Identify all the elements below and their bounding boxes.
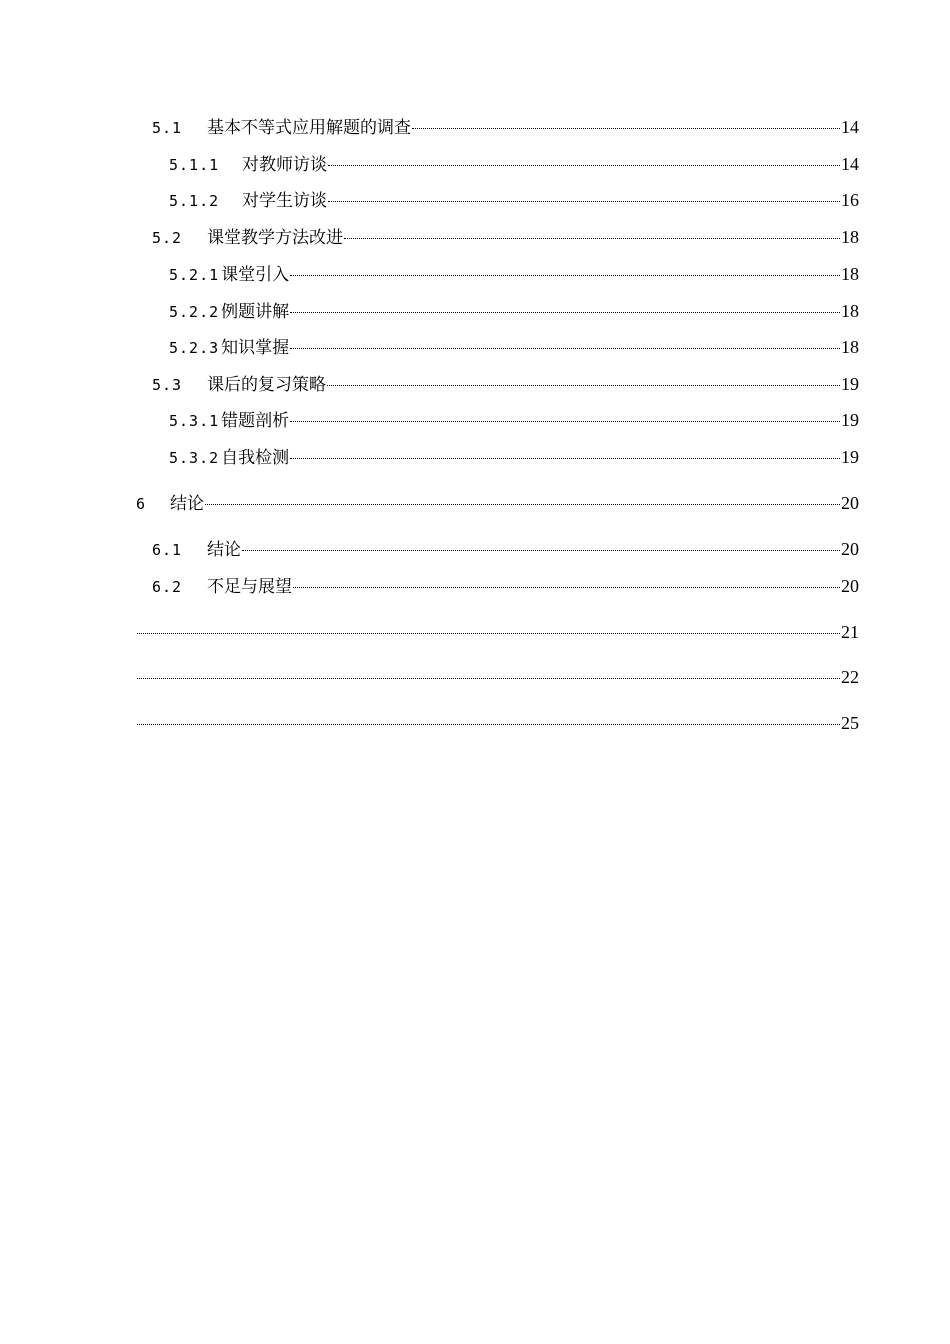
toc-dot-leader <box>344 238 840 239</box>
toc-entry-title: 结论 <box>207 540 241 560</box>
toc-dot-leader <box>242 550 840 551</box>
toc-page-number: 20 <box>841 539 859 559</box>
toc-entry-title: 课堂教学方法改进 <box>207 228 343 248</box>
toc-entry-5-1-2[interactable] <box>169 187 859 213</box>
toc-page-number: 21 <box>841 622 859 642</box>
toc-dot-leader <box>293 587 840 588</box>
toc-entry-acknowledgements[interactable] <box>136 664 859 690</box>
toc-entry-title: 例题讲解 <box>221 302 290 322</box>
toc-dot-leader <box>328 201 840 202</box>
toc-entry-number: 5.3.1 <box>169 412 220 430</box>
toc-entry-number: 6 <box>136 495 147 513</box>
toc-page-number: 18 <box>841 264 859 284</box>
toc-entry-6[interactable] <box>136 490 859 516</box>
toc-dot-leader <box>290 275 840 276</box>
toc-entry-number: 5.1.2 <box>169 192 220 210</box>
toc-entry-number: 5.2 <box>152 229 183 247</box>
toc-dot-leader <box>290 312 840 313</box>
toc-entry-title: 知识掌握 <box>221 338 290 358</box>
toc-entry-5-1[interactable] <box>152 114 859 140</box>
toc-entry-references[interactable] <box>136 619 859 645</box>
toc-entry-5-2-1[interactable] <box>169 261 859 287</box>
toc-entry-title: 课堂引入 <box>221 265 290 285</box>
toc-entry-appendix[interactable] <box>136 710 859 736</box>
toc-entry-5-3-2[interactable] <box>169 444 859 470</box>
toc-entry-5-2[interactable] <box>152 224 859 250</box>
toc-entry-5-3-1[interactable] <box>169 407 859 433</box>
toc-page-number: 19 <box>841 447 859 467</box>
toc-entry-6-1[interactable] <box>152 536 859 562</box>
toc-page-number: 20 <box>841 576 859 596</box>
toc-page-number: 16 <box>841 190 859 210</box>
toc-entry-number: 6.2 <box>152 578 183 596</box>
toc-entry-number: 5.2.2 <box>169 303 220 321</box>
toc-page-number: 18 <box>841 301 859 321</box>
toc-dot-leader <box>137 724 840 725</box>
toc-entry-title: 基本不等式应用解题的调查 <box>207 118 411 138</box>
toc-entry-5-1-1[interactable] <box>169 151 859 177</box>
toc-page-number: 18 <box>841 337 859 357</box>
toc-dot-leader <box>290 348 840 349</box>
toc-entry-title: 对学生访谈 <box>242 191 327 211</box>
toc-page-number: 25 <box>841 713 859 733</box>
toc-entry-number: 5.1 <box>152 119 183 137</box>
toc-entry-number: 5.3.2 <box>169 449 220 467</box>
toc-entry-number: 6.1 <box>152 541 183 559</box>
toc-entry-title: 课后的复习策略 <box>207 375 326 395</box>
toc-entry-title: 对教师访谈 <box>242 155 327 175</box>
toc-page-number: 14 <box>841 117 859 137</box>
toc-entry-number: 5.2.1 <box>169 266 220 284</box>
toc-dot-leader <box>290 421 840 422</box>
toc-dot-leader <box>205 504 840 505</box>
toc-entry-number: 5.2.3 <box>169 339 220 357</box>
toc-page-number: 18 <box>841 227 859 247</box>
toc-page-number: 14 <box>841 154 859 174</box>
toc-page-number: 19 <box>841 410 859 430</box>
toc-dot-leader <box>137 633 840 634</box>
toc-dot-leader <box>290 458 840 459</box>
toc-dot-leader <box>137 678 840 679</box>
toc-entry-number: 5.1.1 <box>169 156 220 174</box>
toc-entry-5-2-3[interactable] <box>169 334 859 360</box>
toc-entry-5-3[interactable] <box>152 371 859 397</box>
toc-page-number: 20 <box>841 493 859 513</box>
toc-entry-title: 不足与展望 <box>207 577 292 597</box>
toc-page-number: 19 <box>841 374 859 394</box>
toc-dot-leader <box>412 128 840 129</box>
toc-entry-title: 错题剖析 <box>221 411 290 431</box>
toc-entry-number: 5.3 <box>152 376 183 394</box>
toc-entry-5-2-2[interactable] <box>169 298 859 324</box>
toc-dot-leader <box>327 385 840 386</box>
toc-entry-6-2[interactable] <box>152 573 859 599</box>
toc-page-number: 22 <box>841 667 859 687</box>
toc-dot-leader <box>328 165 840 166</box>
toc-entry-title: 结论 <box>170 494 204 514</box>
toc-entry-title: 自我检测 <box>221 448 290 468</box>
